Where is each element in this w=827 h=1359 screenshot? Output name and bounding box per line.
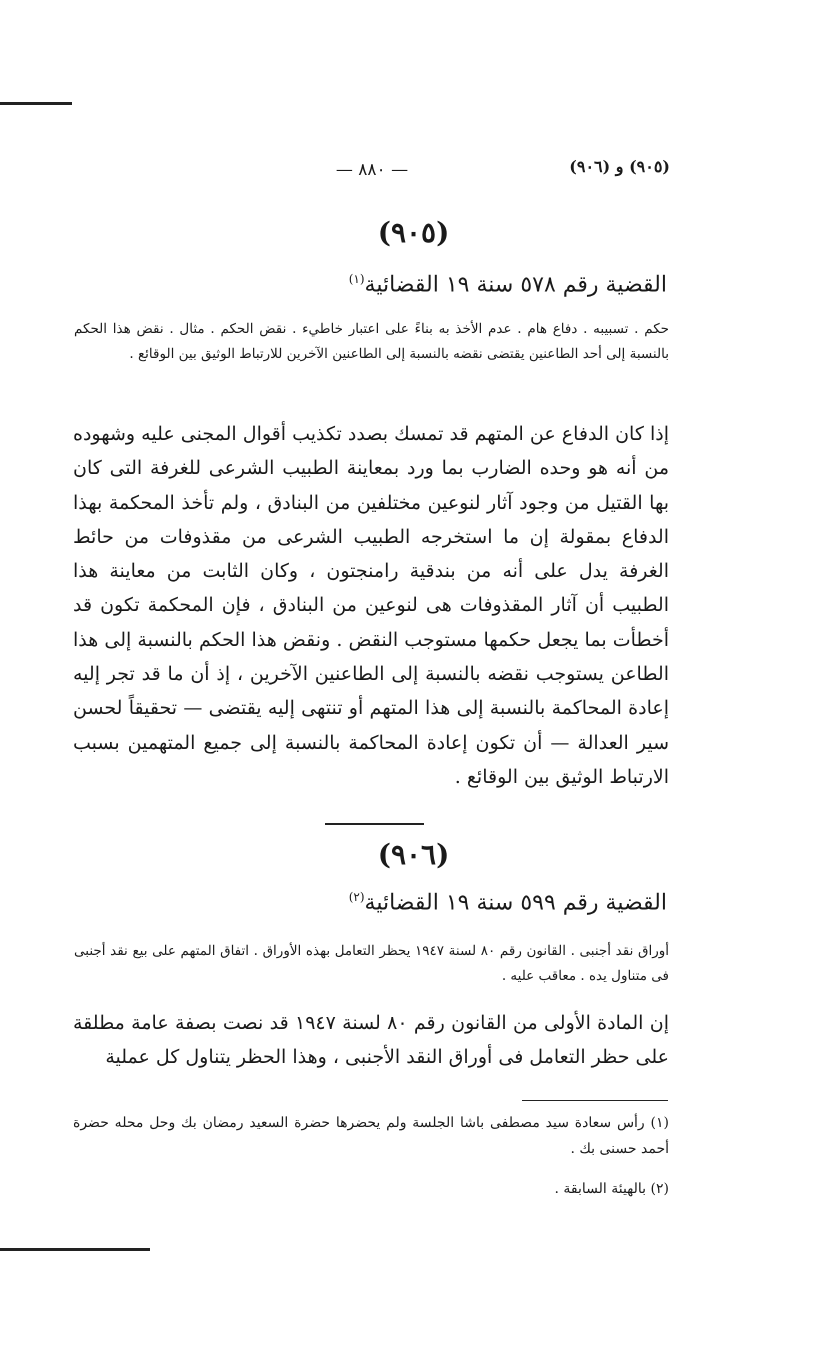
footnote-ref: (١) <box>348 272 365 286</box>
scan-edge-mark <box>0 1248 150 1251</box>
case-title-text: القضية رقم ٥٩٩ سنة ١٩ القضائية <box>364 890 667 916</box>
case-body: إن المادة الأولى من القانون رقم ٨٠ لسنة ١٩٤٧ قد نصت بصفة عامة مطلقة على حظر التعامل فى أوراق النقد الأجنبى ، وهذا الحظر يتناول كل عملية <box>73 1012 669 1069</box>
case-body: إذا كان الدفاع عن المتهم قد تمسك بصدد تكذيب أقوال المجنى عليه وشهوده من أنه هو وحده الضارب بما ورد بمعاينة الطبيب الشرعى للغرفة التى كان بها القتيل من وجود آثار لنوعين مختلفين من البنادق ، ولم تأخذ المحكمة بهذا الدفاع بمقولة إن ما استخرجه الطبيب الشرعى من مقذوفات من حائط الغرفة يدل على أنه من بندقية رامنجتون ، وكان الثابت من معاينة هذا الطبيب أن آثار المقذوفات هى لنوعين من البنادق ، فإن المحكمة تكون قد أخطأت بما يجعل حكمها مستوجب النقض . ونقض هذا الحكم بالنسبة إلى هذا الطاعن يستوجب نقضه بالنسبة إلى الطاعنين الآخرين ، إذ أن ما قد تجر إليه إعادة المحاكمة بالنسبة إلى هذا المتهم أو تنتهى إليه يقتضى — تحقيقاً لحسن سير العدالة — أن تكون إعادة المحاكمة بالنسبة إلى جميع المتهمين بسبب الارتباط الوثيق بين الوقائع . <box>73 423 669 788</box>
case-number: (٩٠٦) <box>377 838 450 871</box>
case-title <box>349 890 667 915</box>
footnote-number: (١) <box>650 1115 669 1131</box>
case-title-text: القضية رقم ٥٧٨ سنة ١٩ القضائية <box>364 272 667 298</box>
section-divider <box>325 823 424 825</box>
case-number: (٩٠٥) <box>377 216 450 249</box>
case-headnote: أوراق نقد أجنبى . القانون رقم ٨٠ لسنة ١٩٤٧ يحظر التعامل بهذه الأوراق . اتفاق المتهم على بيع نقد أجنبى فى متناول يده . معاقب عليه . <box>74 943 669 984</box>
footnote-number: (٢) <box>650 1181 669 1197</box>
page-number: — ٨٨٠ — <box>335 160 409 180</box>
footnote-rule <box>522 1100 668 1101</box>
footnote-text: رأس سعادة سيد مصطفى باشا الجلسة ولم يحضرها حضرة السعيد رمضان بك وحل محله حضرة أحمد حسنى بك . <box>73 1115 669 1157</box>
footnote <box>73 1110 669 1162</box>
footnote-ref: (٢) <box>348 890 365 904</box>
case-headnote: حكم . تسبيبه . دفاع هام . عدم الأخذ به بناءً على اعتبار خاطيء . نقض الحكم . مثال . نقض هذا الحكم بالنسبة إلى أحد الطاعنين يقتضى نقضه بالنسبة إلى الطاعنين الآخرين للارتباط الوثيق بين الوقائع . <box>74 321 669 362</box>
scan-edge-mark <box>0 102 72 105</box>
running-head-case-range: (٩٠٥) و (٩٠٦) <box>569 157 670 176</box>
footnote <box>73 1176 669 1202</box>
case-title <box>349 272 667 297</box>
footnote-text: بالهيئة السابقة . <box>554 1181 647 1197</box>
